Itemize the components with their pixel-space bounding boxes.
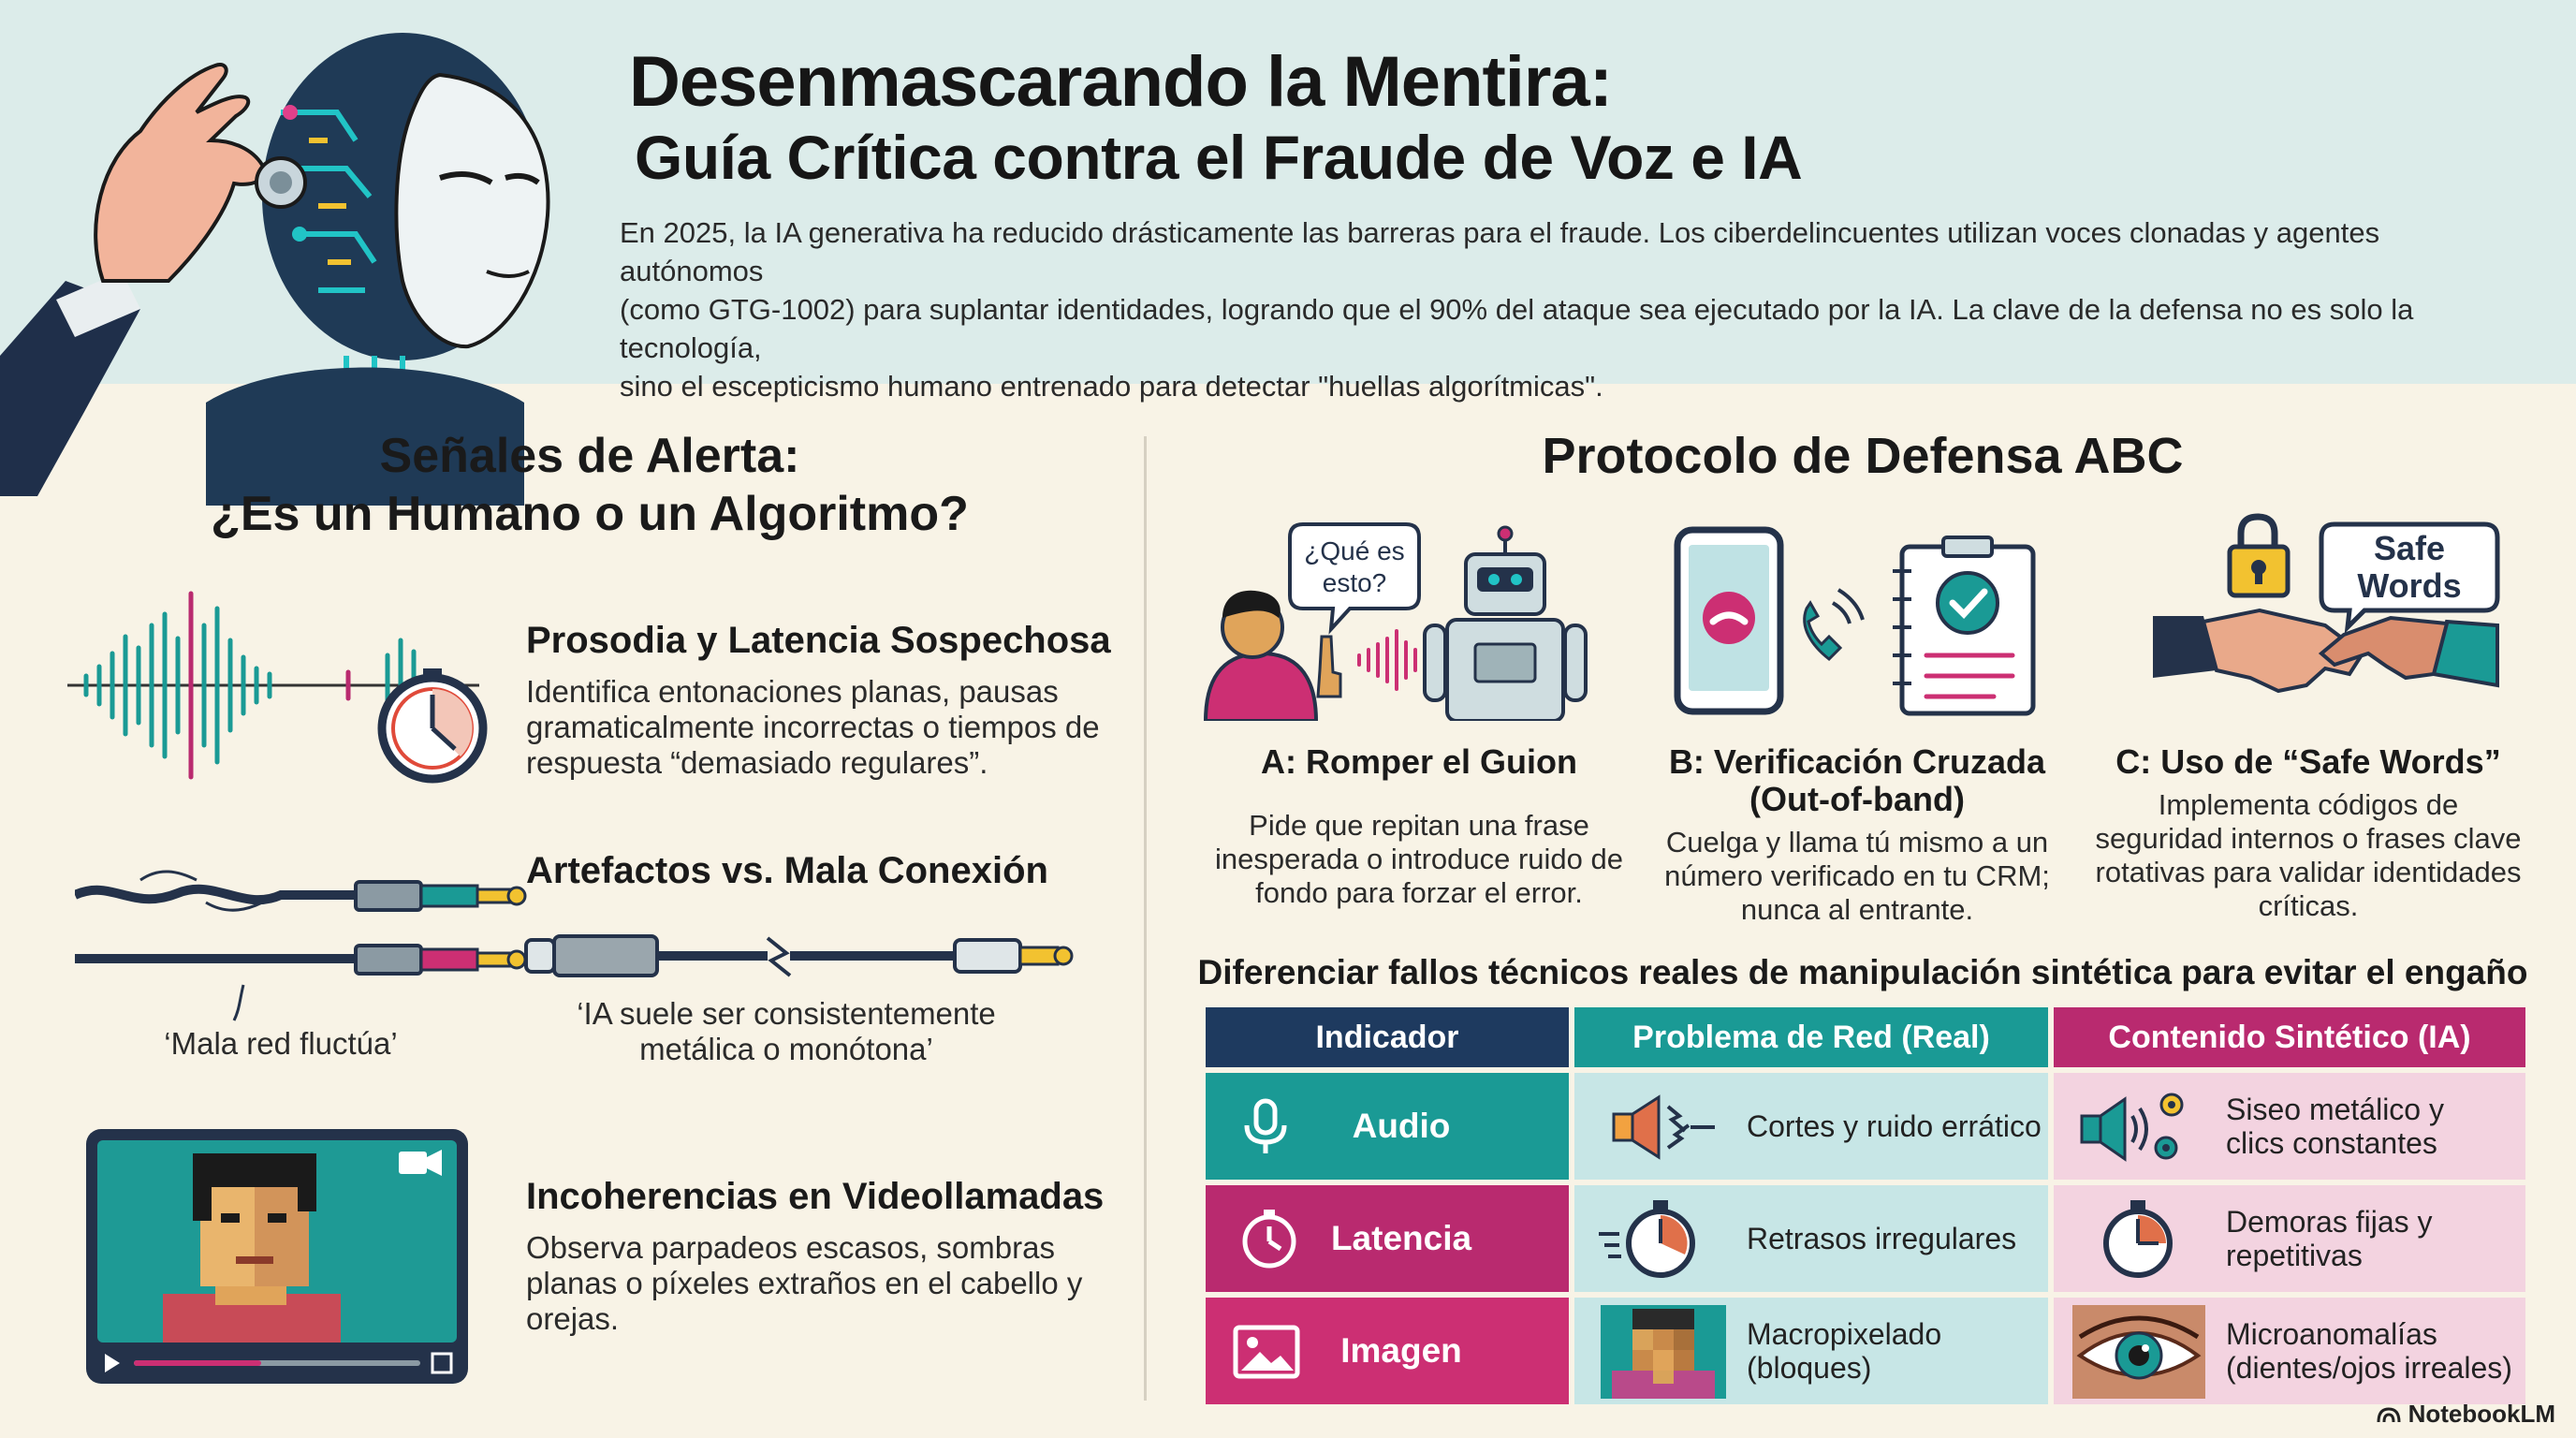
phone-verification-icon xyxy=(1672,524,2046,717)
defense-title: Protocolo de Defensa ABC xyxy=(1542,428,2184,484)
pillar-c-heading: C: Uso de “Safe Words” xyxy=(2115,742,2501,781)
stopwatch-icon xyxy=(2091,1196,2185,1281)
network-text: Retrasos irregulares xyxy=(1747,1222,2017,1255)
indicator-cell-audio xyxy=(1206,1073,1569,1180)
signal-text-prosody: Identifica entonaciones planas, pausas gramaticalmente incorrectas o tiempos de respuesta “demasiado regulares”. xyxy=(526,674,1100,780)
network-cell-image xyxy=(1574,1298,2048,1404)
waveform-clock-icon xyxy=(67,588,498,803)
intro-line: sino el escepticismo humano entrenado para detectar "huellas algorítmicas". xyxy=(620,370,1603,403)
network-cell-audio xyxy=(1574,1073,2048,1180)
broken-speaker-icon xyxy=(1610,1092,1722,1163)
page-title: Desenmascarando la Mentira: xyxy=(629,42,1613,122)
table-header-indicator: Indicador xyxy=(1206,1007,1569,1067)
pillar-a xyxy=(1204,743,1634,910)
network-text: Macropixelado (bloques) xyxy=(1747,1317,1942,1385)
bubble-question-line2: esto? xyxy=(1322,568,1387,597)
synthetic-cell-latency xyxy=(2054,1185,2525,1292)
caption-ai-line: ‘IA suele ser consistentemente xyxy=(577,996,996,1031)
signals-title-line: Señales de Alerta: xyxy=(379,429,800,483)
microphone-icon xyxy=(1237,1097,1294,1157)
handshake-lock-icon xyxy=(2147,513,2503,719)
indicator-cell-latency xyxy=(1206,1185,1569,1292)
table-title: Diferenciar fallos técnicos reales de manipulación sintética para evitar el engaño xyxy=(1197,953,2528,991)
synthetic-text: Microanomalías (dientes/ojos irreales) xyxy=(2226,1317,2512,1385)
safe-words-line2: Words xyxy=(2357,566,2462,605)
intro-line: (como GTG-1002) para suplantar identidades, logrando que el 90% del ataque sea ejecutado por la IA. La clave de la defensa no es solo la tecnología, xyxy=(620,293,2414,364)
pillar-b-heading: B: Verificación Cruzada (Out-of-band) xyxy=(1668,742,2046,818)
caption-ai xyxy=(524,996,1048,1067)
signal-heading-artifacts: Artefactos vs. Mala Conexión xyxy=(526,850,1048,891)
signal-text-video: Observa parpadeos escasos, sombras planas o píxeles extraños en el cabello y orejas. xyxy=(526,1230,1083,1336)
safe-words-line1: Safe xyxy=(2373,529,2446,567)
indicator-label: Imagen xyxy=(1340,1331,1462,1370)
signals-title xyxy=(56,427,1123,543)
image-icon xyxy=(1232,1324,1301,1380)
notebooklm-logo-icon xyxy=(2377,1405,2401,1424)
signals-title-line: ¿Es un Humano o un Algoritmo? xyxy=(211,487,969,541)
intro-line: En 2025, la IA generativa ha reducido drásticamente las barreras para el fraude. Los ciberdelincuentes utilizan voces clonadas y agentes autónomos xyxy=(620,216,2380,287)
network-text: Cortes y ruido errático xyxy=(1747,1109,2042,1143)
stopwatch-icon xyxy=(1236,1206,1301,1271)
stopwatch-icon xyxy=(1595,1196,1707,1281)
synthetic-cell-image xyxy=(2054,1298,2525,1404)
video-call-icon xyxy=(84,1127,470,1386)
indicator-label: Latencia xyxy=(1330,1219,1472,1257)
synthetic-text: Demoras fijas y repetitivas xyxy=(2226,1205,2433,1272)
eye-icon xyxy=(2072,1305,2205,1399)
pillar-a-heading: A: Romper el Guion xyxy=(1260,742,1577,781)
indicator-label: Audio xyxy=(1352,1107,1451,1145)
page-subtitle: Guía Crítica contra el Fraude de Voz e IA xyxy=(635,123,1803,192)
indicator-cell-image xyxy=(1206,1298,1569,1404)
caption-ai-line: metálica o monótona’ xyxy=(639,1032,933,1066)
signal-heading-prosody: Prosodia y Latencia Sospechosa xyxy=(526,620,1111,661)
table-header-synthetic: Contenido Sintético (IA) xyxy=(2054,1007,2525,1067)
pillar-c xyxy=(2093,743,2524,923)
notebooklm-brand xyxy=(2377,1400,2555,1429)
speaker-gears-icon xyxy=(2078,1088,2190,1167)
signal-heading-video: Incoherencias en Videollamadas xyxy=(526,1176,1105,1217)
brand-label: NotebookLM xyxy=(2408,1400,2555,1428)
bubble-question-line1: ¿Qué es xyxy=(1304,536,1405,565)
pillar-b xyxy=(1642,743,2072,927)
intro-paragraph xyxy=(620,213,2510,405)
pillar-b-text: Cuelga y llama tú mismo a un número verificado en tu CRM; nunca al entrante. xyxy=(1664,826,2050,926)
column-divider xyxy=(1144,436,1147,1401)
caption-network: ‘Mala red fluctúa’ xyxy=(164,1026,398,1061)
synthetic-text: Siseo metálico y clics constantes xyxy=(2226,1093,2444,1160)
pillar-c-text: Implementa códigos de seguridad internos o frases clave rotativas para validar identidades críticas. xyxy=(2095,788,2522,922)
pillar-a-text: Pide que repitan una frase inesperada o introduce ruido de fondo para forzar el error. xyxy=(1214,809,1624,909)
synthetic-cell-audio xyxy=(2054,1073,2525,1180)
person-vs-robot-icon xyxy=(1200,513,1593,721)
pixelated-face-icon xyxy=(1601,1305,1726,1399)
network-cell-latency xyxy=(1574,1185,2048,1292)
table-header-network: Problema de Red (Real) xyxy=(1574,1007,2048,1067)
